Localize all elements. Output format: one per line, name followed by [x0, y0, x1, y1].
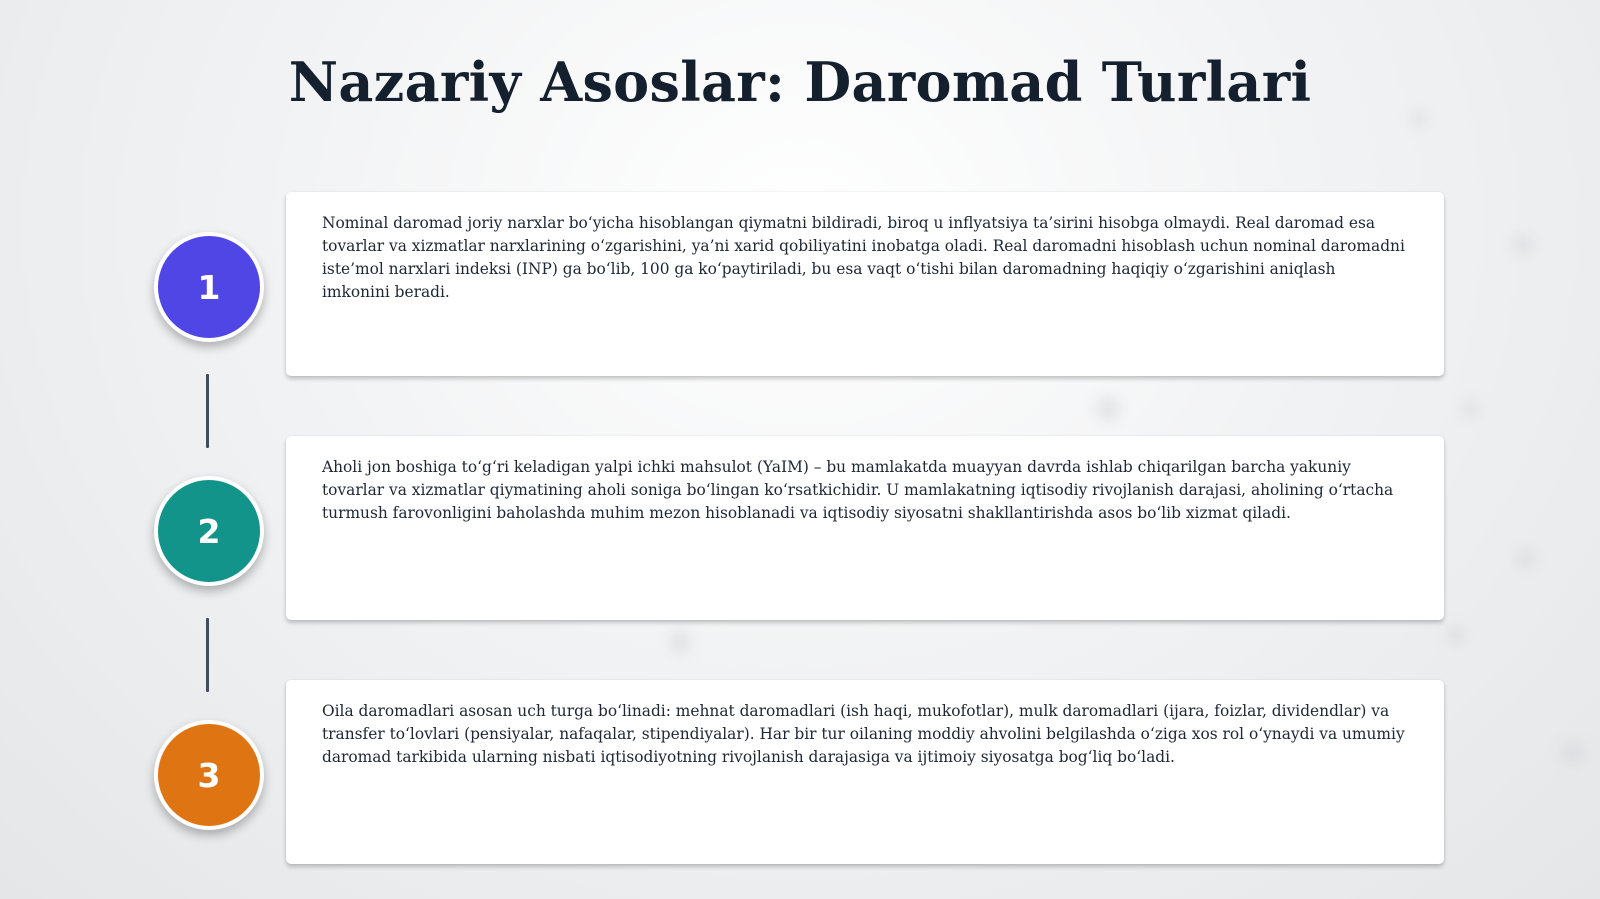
step-card-3 [286, 680, 1444, 864]
step-card-text: Oila daromadlari asosan uch turga bo‘linadi: mehnat daromadlari (ish haqi, mukofotlar), mulk daromadlari (ijara, foizlar, dividendlar) va transfer to‘lovlari (pensiyalar, nafaqalar, stipendiyalar). Har bir tur oilaning moddiy ahvolini belgilashda o‘ziga xos rol o‘ynaydi va umumiy daromad tarkibida ularning nisbati iqtisodiyotning rivojlanish darajasiga va ijtimoiy siyosatga bog‘liq bo‘ladi. [322, 702, 1405, 766]
step-card-2 [286, 436, 1444, 620]
background-decoration [1512, 234, 1534, 256]
step-number-badge-1: 1 [154, 232, 264, 342]
step-card-text: Nominal daromad joriy narxlar bo‘yicha hisoblangan qiymatni bildiradi, biroq u inflyatsiya ta’sirini hisobga olmaydi. Real daromad esa tovarlar va xizmatlar narxlarining o‘zgarishini, ya’ni xarid qobiliyatini inobatga oladi. Real daromadni hisoblash uchun nominal daromadni iste’mol narxlari indeksi (INP) ga bo‘lib, 100 ga ko‘paytiriladi, bu esa vaqt o‘tishi bilan daromadning haqiqiy o‘zgarishini aniqlash imkonini beradi. [322, 214, 1405, 301]
background-decoration [1095, 396, 1121, 422]
timeline-connector [206, 618, 209, 692]
background-decoration [1515, 548, 1537, 570]
step-number-badge-2: 2 [154, 476, 264, 586]
slide-title: Nazariy Asoslar: Daromad Turlari [288, 50, 1312, 114]
step-card-1 [286, 192, 1444, 376]
step-card-text: Aholi jon boshiga to‘g‘ri keladigan yalpi ichki mahsulot (YaIM) – bu mamlakatda muayyan davrda ishlab chiqarilgan barcha yakuniy tovarlar va xizmatlar qiymatining aholi soniga bo‘lingan ko‘rsatkichidir. U mamlakatning iqtisodiy rivojlanish darajasi, aholining o‘rtacha turmush farovonligini baholashda muhim mezon hisoblanadi va iqtisodiy siyosatni shakllantirishda asos bo‘lib xizmat qiladi. [322, 458, 1394, 522]
background-decoration [1446, 625, 1466, 645]
background-decoration [668, 630, 692, 654]
step-number-badge-3: 3 [154, 720, 264, 830]
timeline-connector [206, 374, 209, 448]
background-decoration [1560, 740, 1586, 766]
background-decoration [1462, 400, 1480, 418]
